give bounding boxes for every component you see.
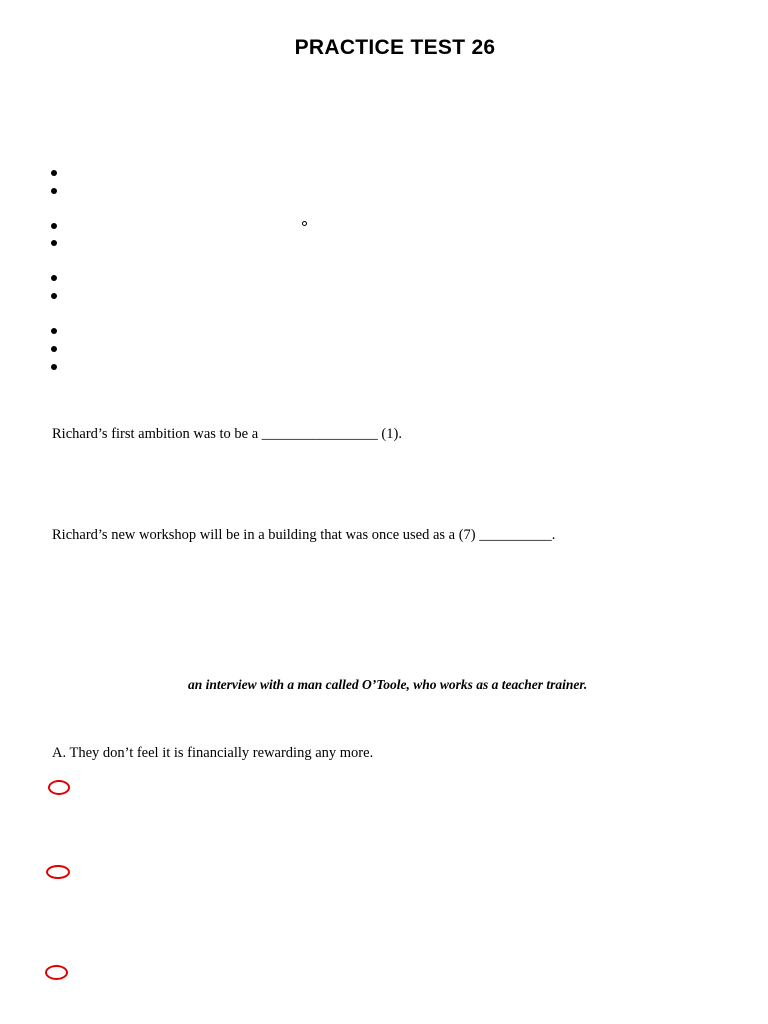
bullet-point <box>51 293 57 299</box>
question-1: Richard’s first ambition was to be a ________________ (1). <box>52 426 402 442</box>
answer-ring-3[interactable] <box>45 965 68 980</box>
option-a: A. They don’t feel it is financially rewarding any more. <box>52 745 374 761</box>
bullet-point <box>51 364 57 370</box>
page-title: PRACTICE TEST 26 <box>294 36 496 59</box>
answer-ring-1[interactable] <box>48 780 70 795</box>
answer-ring-2[interactable] <box>46 865 70 879</box>
bullet-point <box>51 275 57 281</box>
bullet-point <box>51 346 57 352</box>
sub-bullet-circle <box>302 221 307 226</box>
question-7: Richard’s new workshop will be in a building that was once used as a (7) __________. <box>52 527 556 543</box>
part-intro: an interview with a man called O’Toole, who works as a teacher trainer. <box>188 677 588 692</box>
bullet-point <box>51 223 57 229</box>
bullet-point <box>51 170 57 176</box>
bullet-point <box>51 188 57 194</box>
bullet-point <box>51 328 57 334</box>
bullet-point <box>51 240 57 246</box>
